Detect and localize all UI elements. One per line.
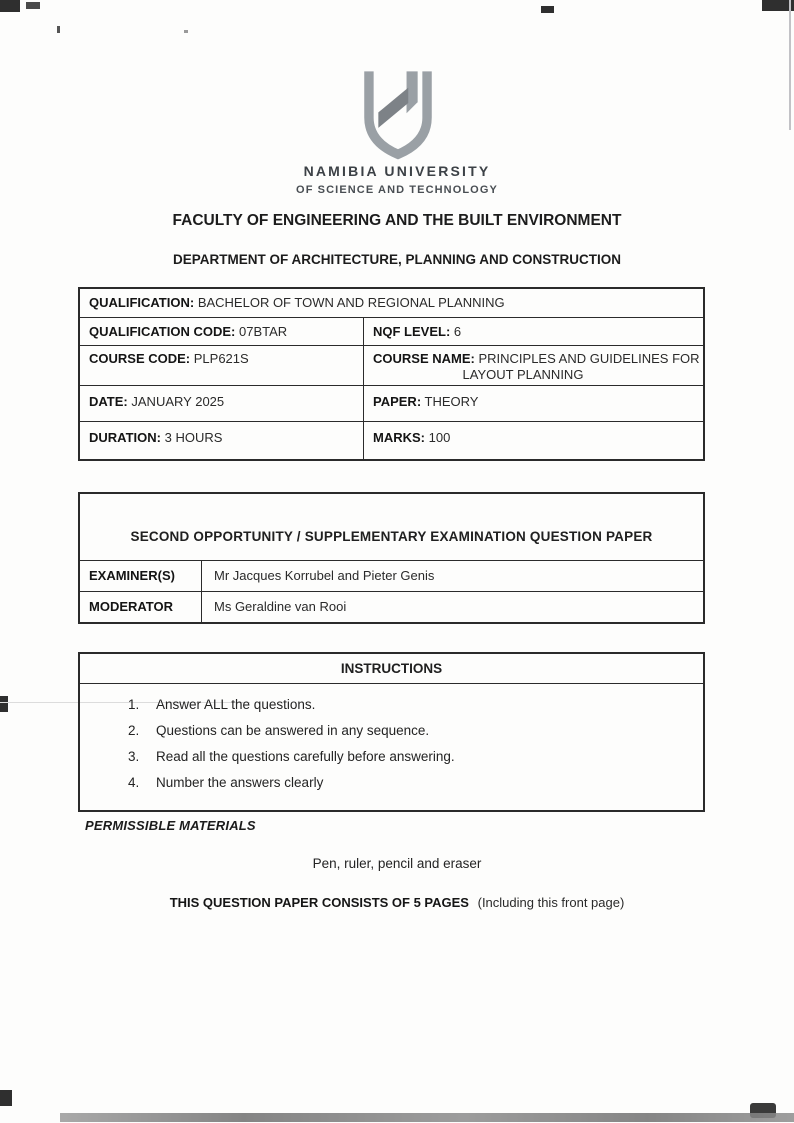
instructions-list [80,684,703,810]
scan-artifact-top-left [0,0,20,12]
department-heading: DEPARTMENT OF ARCHITECTURE, PLANNING AND CONSTRUCTION [173,252,621,267]
instructions-title: INSTRUCTIONS [340,661,443,676]
table-row-qualification-code [80,317,703,345]
duration-value: 3 HOURS [164,430,223,445]
exam-paper-table [78,492,705,624]
duration-label: DURATION: [89,430,161,445]
duration-cell [80,422,364,459]
university-tagline: OF SCIENCE AND TECHNOLOGY [296,184,498,196]
table-row-date [80,385,703,421]
paper-value: THEORY [424,394,479,409]
examiner-value: Mr Jacques Korrubel and Pieter Genis [214,568,435,583]
scan-artifact-left-middle [0,696,8,712]
table-row-duration [80,421,703,459]
course-details-table [78,287,705,461]
course-code-cell [80,346,364,385]
course-code-label: COURSE CODE: [89,351,191,366]
course-name-value-line2: LAYOUT PLANNING [462,367,584,383]
instruction-item-1: Answer ALL the questions. [156,697,316,712]
scan-artifact-speck [57,26,60,33]
date-label: DATE: [89,394,128,409]
scan-artifact-top-left-2 [26,2,40,9]
scan-artifact-dot [184,30,188,33]
course-code-value: PLP621S [193,351,249,366]
course-name-cell [364,346,703,385]
date-cell [80,386,364,421]
scan-artifact-bottom-left [0,1090,12,1106]
table-row-examiner [80,560,703,591]
scan-artifact-bottom-bar [60,1113,794,1122]
nust-shield-logo-icon [352,68,444,162]
qualification-code-label: QUALIFICATION CODE: [89,324,236,339]
marks-label: MARKS: [373,430,425,445]
qualification-code-value: 07BTAR [238,324,288,339]
qualification-label: QUALIFICATION: [89,295,195,310]
scan-artifact-top-middle [541,6,554,13]
moderator-value-cell [202,592,703,622]
paper-label: PAPER: [373,394,422,409]
date-value: JANUARY 2025 [131,394,225,409]
moderator-label-cell [80,592,202,622]
moderator-label: MODERATOR [89,599,174,614]
instruction-item-3: Read all the questions carefully before answering. [156,749,455,764]
exam-paper-title-row [80,494,703,560]
marks-value: 100 [428,430,451,445]
examiner-label-cell [80,561,202,591]
moderator-value: Ms Geraldine van Rooi [214,599,347,614]
nqf-level-label: NQF LEVEL: [373,324,451,339]
nqf-level-value: 6 [453,324,462,339]
pages-note-bold: THIS QUESTION PAPER CONSISTS OF 5 PAGES [169,895,469,910]
qualification-code-cell [80,318,364,345]
paper-cell [364,386,703,421]
pages-note [0,895,794,910]
scan-artifact-right-edge [789,0,791,130]
pages-note-regular: (Including this front page) [477,895,625,910]
qualification-cell [80,289,703,317]
marks-cell [364,422,703,459]
examiner-label: EXAMINER(S) [89,568,175,583]
table-row-qualification [80,289,703,317]
examiner-value-cell [202,561,703,591]
qualification-value: BACHELOR OF TOWN AND REGIONAL PLANNING [197,295,505,310]
instructions-table [78,652,705,812]
instruction-item-2: Questions can be answered in any sequence. [156,723,430,738]
table-row-moderator [80,591,703,622]
university-name: NAMIBIA UNIVERSITY [303,163,491,179]
instruction-item-4: Number the answers clearly [156,775,324,790]
instructions-header [80,654,703,684]
permissible-materials-value: Pen, ruler, pencil and eraser [312,856,482,871]
course-name-value-line1: PRINCIPLES AND GUIDELINES FOR [478,351,700,366]
faculty-heading: FACULTY OF ENGINEERING AND THE BUILT ENVIRONMENT [172,212,622,229]
permissible-materials-heading: PERMISSIBLE MATERIALS [85,818,256,833]
exam-paper-title: SECOND OPPORTUNITY / SUPPLEMENTARY EXAMINATION QUESTION PAPER [130,528,653,544]
course-name-label: COURSE NAME: [373,351,475,366]
nqf-level-cell [364,318,703,345]
table-row-course-code [80,345,703,385]
